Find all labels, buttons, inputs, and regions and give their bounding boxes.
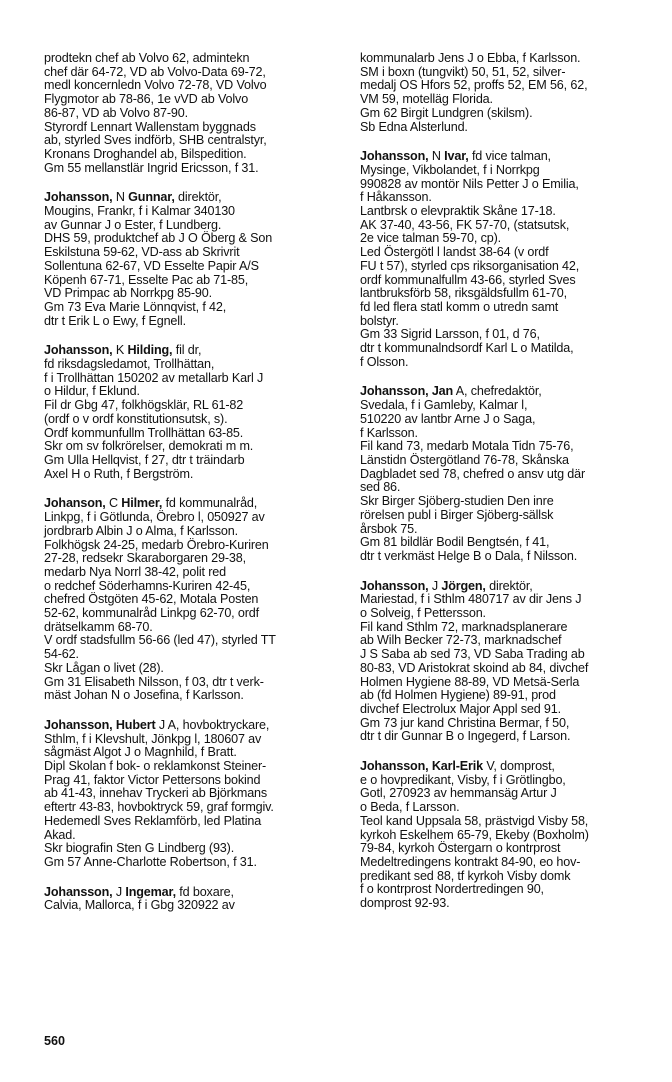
biography-entry <box>44 191 344 328</box>
entry-heading-text: C <box>105 496 122 511</box>
entry-line: ab Wilh Becker 72-73, marknadschef <box>360 633 562 648</box>
entry-line: mäst Johan N o Josefina, f Karlsson. <box>44 688 244 703</box>
entry-heading <box>44 191 344 205</box>
entry-line: VD Primpac ab Norrkpg 85-90. <box>44 286 212 301</box>
biography-entry <box>360 150 660 369</box>
entry-line: Styrordf Lennart Wallenstam byggnads <box>44 119 256 134</box>
entry-name: Johansson, Hubert <box>44 717 156 732</box>
entry-name: Johansson, Karl-Erik <box>360 759 483 774</box>
entry-line: Led Östergötl l landst 38-64 (v ordf <box>360 245 549 260</box>
entry-line: (ordf o v ordf konstitutionsutsk, s). <box>44 411 228 426</box>
entry-line: Sb Edna Alsterlund. <box>360 119 468 134</box>
entry-line: Gm 31 Elisabeth Nilsson, f 03, dtr t verk- <box>44 674 264 689</box>
entry-line: e o hovpredikant, Visby, f i Grötlingbo, <box>360 772 566 787</box>
entry-heading-text: direktör, <box>485 578 533 593</box>
entry-line: o Beda, f Larsson. <box>360 800 460 815</box>
biography-entry <box>44 719 344 870</box>
entry-line: Dagbladet sed 78, chefred o ansv utg där <box>360 466 586 481</box>
entry-line: 86-87, VD ab Volvo 87-90. <box>44 105 188 120</box>
entry-line: ordf kommunalfullm 43-66, styrled Sves <box>360 272 576 287</box>
entry-line: Gm 55 mellanstlär Ingrid Ericsson, f 31. <box>44 160 259 175</box>
entry-line: drätselkamm 68-70. <box>44 619 153 634</box>
entry-line: 510220 av lantbr Arne J o Saga, <box>360 411 536 426</box>
biography-entry <box>360 580 660 744</box>
entry-line: Sollentuna 62-67, VD Esselte Papir A/S <box>44 258 259 273</box>
entry-line: Gm 57 Anne-Charlotte Robertson, f 31. <box>44 854 257 869</box>
entry-name: Johansson, <box>44 343 113 358</box>
entry-heading-text: fd boxare, <box>175 884 234 899</box>
entry-line: kommunalarb Jens J o Ebba, f Karlsson. <box>360 51 581 65</box>
entry-heading-text: fd vice talman, <box>468 149 551 164</box>
entry-line: 27-28, redsekr Skaraborgaren 29-38, <box>44 551 246 566</box>
entry-line: dtr t verkmäst Helge B o Dala, f Nilsson. <box>360 548 578 563</box>
entry-line: Gm 81 bildlär Bodil Bengtsén, f 41, <box>360 535 550 550</box>
entry-heading-text: A, chefredaktör, <box>453 384 542 399</box>
biography-entry <box>360 52 660 134</box>
entry-line: fd riksdagsledamot, Trollhättan, <box>44 357 215 372</box>
entry-line: 79-84, kyrkoh Östergarn o kontrprost <box>360 841 561 856</box>
entry-line: sed 86. <box>360 480 401 495</box>
entry-line: medarb Nya Norrl 38-42, polit red <box>44 564 226 579</box>
right-column <box>360 52 660 927</box>
biography-entry <box>44 497 344 703</box>
entry-line: Fil kand Sthlm 72, marknadsplanerare <box>360 619 568 634</box>
entry-name: Johansson, <box>360 149 429 164</box>
entry-line: Calvia, Mallorca, f i Gbg 320922 av <box>44 898 235 913</box>
entry-name: Ivar, <box>444 149 469 164</box>
entry-heading <box>44 497 344 511</box>
biography-entry <box>44 886 344 913</box>
entry-heading <box>44 344 344 358</box>
entry-heading <box>44 886 344 900</box>
entry-heading <box>44 719 344 733</box>
biography-entry <box>44 52 344 175</box>
entry-line: Fil dr Gbg 47, folkhögsklär, RL 61-82 <box>44 398 244 413</box>
entry-name: Johanson, <box>44 496 106 511</box>
entry-line: domprost 92-93. <box>360 896 450 911</box>
entry-line: Skr Birger Sjöberg-studien Den inre <box>360 494 554 509</box>
biography-entry <box>360 760 660 911</box>
entry-line: Gotl, 270923 av hemmansäg Artur J <box>360 786 557 801</box>
entry-line: ab, styrled Sves indförb, SHB centralstyr, <box>44 133 267 148</box>
entry-line: AK 37-40, 43-56, FK 57-70, (statsutsk, <box>360 217 570 232</box>
entry-line: eftertr 43-83, hovboktryck 59, graf formgiv. <box>44 800 274 815</box>
entry-line: FU t 57), styrled cps riksorganisation 42, <box>360 258 580 273</box>
entry-line: Eskilstuna 59-62, VD-ass ab Skrivrit <box>44 245 240 260</box>
entry-heading <box>360 580 660 594</box>
entry-line: rörelsen publ i Birger Sjöberg-sällsk <box>360 507 554 522</box>
entry-line: prodtekn chef ab Volvo 62, admintekn <box>44 51 250 65</box>
entry-line: Mougins, Frankr, f i Kalmar 340130 <box>44 204 235 219</box>
entry-line: 54-62. <box>44 647 79 662</box>
entry-heading-text: J A, hovboktryckare, <box>155 717 270 732</box>
entry-line: Medeltredingens kontrakt 84-90, eo hov- <box>360 854 581 869</box>
entry-line: Folkhögsk 24-25, medarb Örebro-Kuriren <box>44 537 269 552</box>
entry-heading <box>360 150 660 164</box>
entry-heading-text: J <box>112 884 126 899</box>
entry-line: Fil kand 73, medarb Motala Tidn 75-76, <box>360 439 574 454</box>
entry-line: Gm Ulla Hellqvist, f 27, dtr t träindarb <box>44 452 245 467</box>
entry-name: Jörgen, <box>441 578 486 593</box>
entry-name: Johansson, <box>360 578 429 593</box>
entry-line: SM i boxn (tungvikt) 50, 51, 52, silver- <box>360 64 566 79</box>
entry-heading-text: fil dr, <box>172 343 202 358</box>
entry-line: ab 41-43, innehav Tryckeri ab Björkmans <box>44 786 268 801</box>
entry-heading-text: direktör, <box>174 190 222 205</box>
entry-heading-text: N <box>112 190 129 205</box>
entry-line: Ordf kommunfullm Trollhättan 63-85. <box>44 425 244 440</box>
entry-line: 52-62, kommunalråd Linkpg 62-70, ordf <box>44 606 259 621</box>
entry-name: Gunnar, <box>128 190 175 205</box>
entry-line: 80-83, VD Aristokrat skoind ab 84, divchef <box>360 660 589 675</box>
entry-line: Hedemedl Sves Reklamförb, led Platina <box>44 813 262 828</box>
entry-heading-text: J <box>428 578 442 593</box>
entry-line: Gm 62 Birgit Lundgren (skilsm). <box>360 105 533 120</box>
entry-line: Holmen Hygiene 88-89, VD Metsä-Serla <box>360 674 580 689</box>
entry-line: Axel H o Ruth, f Bergström. <box>44 466 194 481</box>
entry-name: Johansson, <box>44 884 113 899</box>
entry-heading-text: N <box>428 149 445 164</box>
entry-line: Prag 41, faktor Victor Pettersons bokind <box>44 772 261 787</box>
entry-line: medalj OS Hfors 52, proffs 52, EM 56, 62, <box>360 78 588 93</box>
entry-line: J S Saba ab sed 73, VD Saba Trading ab <box>360 647 585 662</box>
entry-line: Sthlm, f i Klevshult, Jönkpg l, 180607 av <box>44 731 262 746</box>
left-column <box>44 52 344 929</box>
entry-line: Linkpg, f i Götlunda, Örebro l, 050927 av <box>44 510 265 525</box>
entry-line: Lantbrsk o elevpraktik Skåne 17-18. <box>360 204 556 219</box>
entry-heading <box>360 760 660 774</box>
entry-line: divchef Electrolux Major Appl sed 91. <box>360 701 561 716</box>
entry-heading-text: V, domprost, <box>482 759 555 774</box>
entry-name: Johansson, Jan <box>360 384 454 399</box>
entry-line: dtr t kommunalndsordf Karl L o Matilda, <box>360 341 574 356</box>
entry-line: Mariestad, f i Sthlm 480717 av dir Jens J <box>360 592 582 607</box>
entry-line: 2e vice talman 59-70, cp). <box>360 231 502 246</box>
entry-line: sågmäst Algot J o Magnhild, f Bratt. <box>44 745 237 760</box>
biography-entry <box>44 344 344 481</box>
entry-line: Svedala, f i Gamleby, Kalmar l, <box>360 398 528 413</box>
page-number: 560 <box>44 1034 66 1048</box>
entry-line: 990828 av montör Nils Petter J o Emilia, <box>360 176 579 191</box>
entry-name: Hilmer, <box>121 496 163 511</box>
entry-line: chef där 64-72, VD ab Volvo-Data 69-72, <box>44 64 266 79</box>
entry-line: årsbok 75. <box>360 521 418 536</box>
entry-line: Skr Lågan o livet (28). <box>44 660 164 675</box>
entry-line: av Gunnar J o Ester, f Lundberg. <box>44 217 222 232</box>
entry-line: f Olsson. <box>360 354 409 369</box>
entry-line: Teol kand Uppsala 58, prästvigd Visby 58, <box>360 813 589 828</box>
entry-line: Dipl Skolan f bok- o reklamkonst Steiner- <box>44 759 267 774</box>
entry-heading-text: fd kommunalråd, <box>162 496 258 511</box>
entry-line: Gm 73 Eva Marie Lönnqvist, f 42, <box>44 299 227 314</box>
entry-line: fd led flera statl komm o utredn samt <box>360 299 559 314</box>
entry-line: Mysinge, Vikbolandet, f i Norrkpg <box>360 162 540 177</box>
entry-line: Flygmotor ab 78-86, 1e vVD ab Volvo <box>44 92 249 107</box>
entry-line: f i Trollhättan 150202 av metallarb Karl J <box>44 370 264 385</box>
entry-line: ab (fd Holmen Hygiene) 89-91, prod <box>360 688 556 703</box>
entry-line: Skr om sv folkrörelser, demokrati m m. <box>44 439 254 454</box>
entry-line: DHS 59, produktchef ab J O Öberg & Son <box>44 231 273 246</box>
entry-line: medl koncernledn Volvo 72-78, VD Volvo <box>44 78 267 93</box>
entry-line: o Solveig, f Pettersson. <box>360 606 486 621</box>
entry-line: kyrkoh Eskelhem 65-79, Ekeby (Boxholm) <box>360 827 589 842</box>
entry-line: f o kontrprost Nordertredingen 90, <box>360 882 544 897</box>
entry-name: Johansson, <box>44 190 113 205</box>
entry-line: Skr biografin Sten G Lindberg (93). <box>44 841 235 856</box>
entry-line: jordbrarb Albin J o Alma, f Karlsson. <box>44 523 238 538</box>
entry-line: o Hildur, f Eklund. <box>44 384 140 399</box>
entry-line: dtr t Erik L o Ewy, f Egnell. <box>44 313 186 328</box>
entry-line: predikant sed 88, tf kyrkoh Visby domk <box>360 868 571 883</box>
entry-heading <box>360 385 660 399</box>
entry-line: o redchef Söderhamns-Kuriren 42-45, <box>44 578 251 593</box>
entry-name: Ingemar, <box>125 884 176 899</box>
entry-line: Köpenh 67-71, Esselte Pac ab 71-85, <box>44 272 249 287</box>
biography-entry <box>360 385 660 563</box>
entry-name: Hilding, <box>127 343 173 358</box>
entry-line: Kronans Droghandel ab, Bilspedition. <box>44 146 247 161</box>
entry-line: Gm 73 jur kand Christina Bermar, f 50, <box>360 715 570 730</box>
entry-line: dtr t dir Gunnar B o Ingegerd, f Larson. <box>360 729 571 744</box>
entry-line: VM 59, motelläg Florida. <box>360 92 493 107</box>
entry-line: Gm 33 Sigrid Larsson, f 01, d 76, <box>360 327 540 342</box>
entry-line: chefred Östgöten 45-62, Motala Posten <box>44 592 259 607</box>
entry-line: Akad. <box>44 827 76 842</box>
entry-line: bolstyr. <box>360 313 399 328</box>
entry-line: f Håkansson. <box>360 190 432 205</box>
entry-line: Länstidn Östergötland 76-78, Skånska <box>360 452 569 467</box>
entry-line: f Karlsson. <box>360 425 418 440</box>
entry-line: V ordf stadsfullm 56-66 (led 47), styrled TT <box>44 633 276 648</box>
entry-line: lantbruksförb 58, riksgäldsfullm 61-70, <box>360 286 567 301</box>
entry-heading-text: K <box>112 343 128 358</box>
